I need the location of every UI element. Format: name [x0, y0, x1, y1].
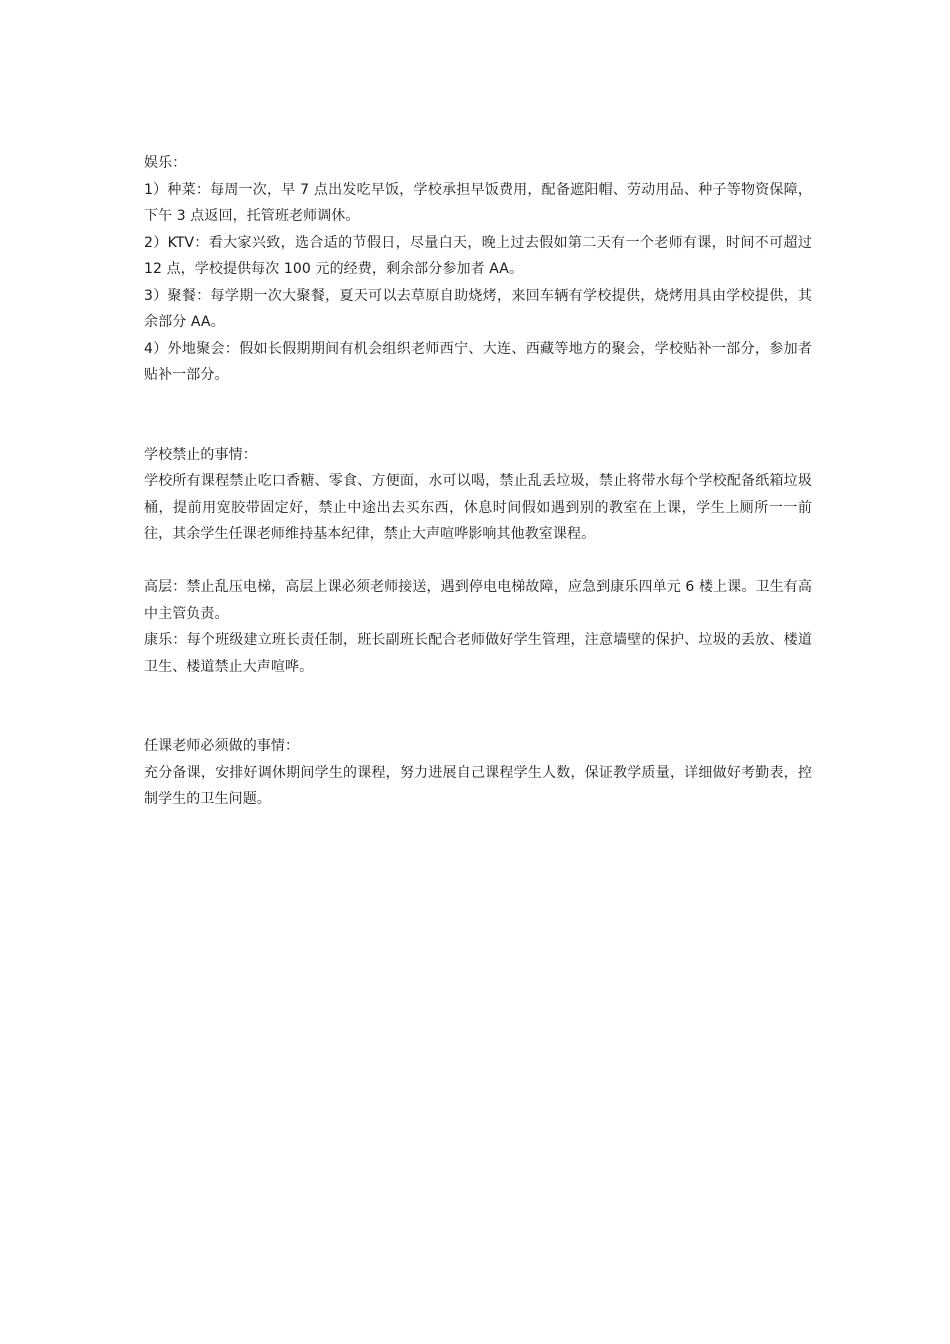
- entertainment-heading: 娱乐：: [144, 155, 187, 171]
- entertainment-item-farming: 1）种菜：每周一次，早 7 点出发吃早饭，学校承担早饭费用，配备遮阳帽、劳动用品、种子等物资保障，下午 3 点返回，托管班老师调休。: [144, 181, 812, 224]
- kangle-rules: 康乐：每个班级建立班长责任制，班长副班长配合老师做好学生管理，注意墙壁的保护、垃圾的丢放、楼道卫生、楼道禁止大声喧哗。: [144, 632, 812, 675]
- gaoceng-rules: 高层：禁止乱压电梯，高层上课必须老师接送，遇到停电电梯故障，应急到康乐四单元 6 楼上课。卫生有高中主管负责。: [144, 579, 812, 622]
- entertainment-item-trip: 4）外地聚会：假如长假期期间有机会组织老师西宁、大连、西藏等地方的聚会，学校贴补一部分，参加者贴补一部分。: [144, 340, 812, 383]
- spacer: [144, 680, 812, 707]
- spacer: [144, 707, 812, 734]
- prohibited-body: 学校所有课程禁止吃口香糖、零食、方便面，水可以喝，禁止乱丢垃圾，禁止将带水每个学校配备纸箱垃圾桶，提前用宽胶带固定好，禁止中途出去买东西，休息时间假如遇到别的教室在上课，学生上厕所一一前往，其余学生任课老师维持基本纪律，禁止大声喧哗影响其他教室课程。: [144, 473, 812, 542]
- teacher-duties-body: 充分备课，安排好调休期间学生的课程，努力进展自己课程学生人数，保证教学质量，详细做好考勤表，控制学生的卫生问题。: [144, 764, 812, 807]
- spacer: [144, 389, 812, 416]
- entertainment-item-ktv: 2）KTV：看大家兴致，选合适的节假日，尽量白天，晚上过去假如第二天有一个老师有课，时间不可超过 12 点，学校提供每次 100 元的经费，剩余部分参加者 AA。: [144, 234, 812, 277]
- spacer: [144, 415, 812, 442]
- entertainment-item-dinner: 3）聚餐：每学期一次大聚餐，夏天可以去草原自助烧烤，来回车辆有学校提供，烧烤用具由学校提供，其余部分 AA。: [144, 287, 812, 330]
- document-body: [144, 150, 812, 813]
- spacer: [144, 548, 812, 575]
- prohibited-heading: 学校禁止的事情：: [144, 446, 257, 463]
- teacher-duties-heading: 任课老师必须做的事情：: [144, 738, 300, 754]
